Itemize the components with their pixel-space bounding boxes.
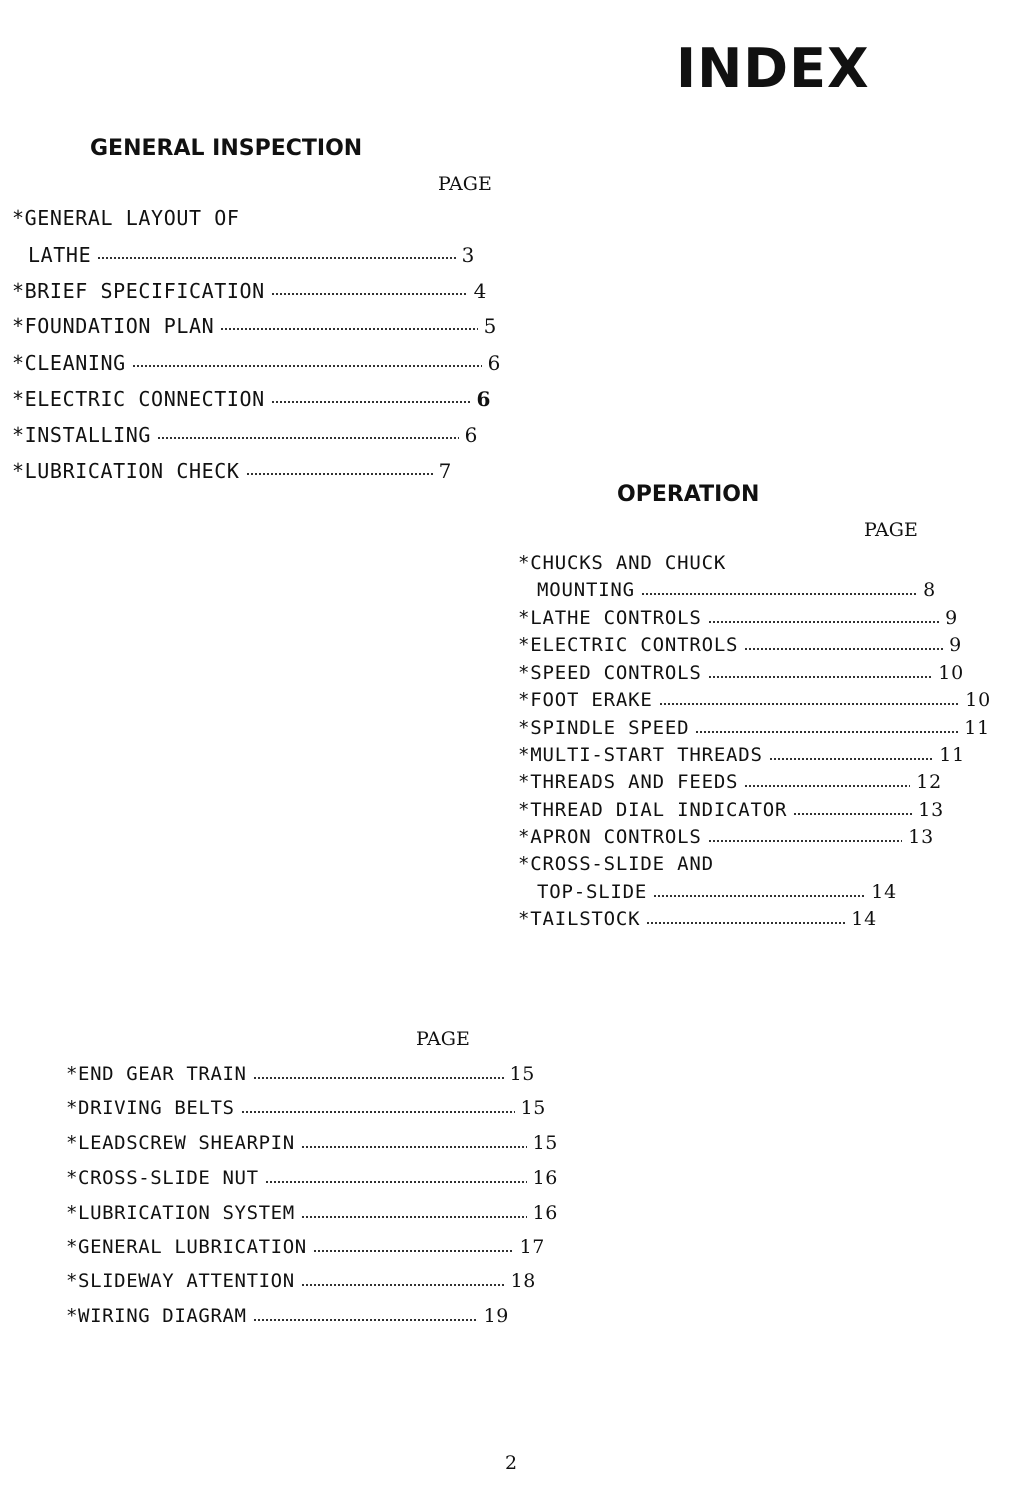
dot-leader	[653, 895, 865, 897]
toc-entry	[66, 1065, 535, 1084]
toc-entry-label: *SPINDLE SPEED	[518, 717, 690, 739]
general-inspection-page-label: PAGE	[438, 173, 492, 195]
toc-entry	[518, 910, 877, 929]
toc-entry-label: *CLEANING	[12, 351, 126, 375]
toc-entry	[518, 801, 944, 820]
toc-entry-chucks-line1: *CHUCKS AND CHUCK	[518, 552, 727, 574]
toc-entry-page: 18	[510, 1270, 536, 1292]
toc-entry-page: 7	[438, 459, 452, 483]
toc-entry	[12, 425, 478, 445]
toc-entry-label: *GENERAL LUBRICATION	[66, 1236, 307, 1258]
toc-entry-label: *FOUNDATION PLAN	[12, 314, 215, 338]
toc-entry-label: *DRIVING BELTS	[66, 1097, 235, 1119]
dot-leader	[271, 401, 471, 403]
dot-leader	[769, 758, 933, 760]
toc-entry-label: *THREADS AND FEEDS	[518, 771, 739, 793]
toc-entry-page: 11	[939, 744, 965, 766]
toc-entry	[518, 664, 964, 683]
toc-entry-label: *LUBRICATION CHECK	[12, 459, 240, 483]
toc-entry-page: 13	[918, 799, 944, 821]
toc-entry-page: 14	[871, 881, 897, 903]
toc-entry	[518, 636, 962, 655]
toc-entry	[518, 746, 965, 765]
toc-entry-label: MOUNTING	[537, 579, 635, 601]
toc-entry-page: 16	[532, 1167, 558, 1189]
toc-entry-label: *TAILSTOCK	[518, 908, 641, 930]
toc-entry-page: 6	[487, 351, 501, 375]
toc-entry	[518, 828, 934, 847]
toc-entry	[518, 609, 958, 628]
toc-entry-label: *WIRING DIAGRAM	[66, 1305, 247, 1327]
toc-entry-label: *FOOT ERAKE	[518, 689, 653, 711]
toc-entry	[12, 281, 487, 301]
toc-entry-page: 9	[945, 607, 958, 629]
dot-leader	[301, 1216, 527, 1218]
toc-entry-page: 6	[476, 387, 491, 411]
dot-leader	[271, 293, 468, 295]
toc-entry	[66, 1204, 558, 1223]
dot-leader	[301, 1146, 527, 1148]
dot-leader	[646, 922, 845, 924]
toc-entry-page: 14	[851, 908, 877, 930]
toc-entry-cross-slide-line1: *CROSS-SLIDE AND	[518, 853, 714, 875]
toc-entry-page: 5	[483, 314, 497, 338]
toc-entry-label: *END GEAR TRAIN	[66, 1063, 247, 1085]
toc-entry-label: *ELECTRIC CONTROLS	[518, 634, 739, 656]
toc-entry-page: 10	[965, 689, 991, 711]
toc-entry	[518, 691, 991, 710]
toc-entry-label: TOP-SLIDE	[537, 881, 648, 903]
toc-entry	[66, 1134, 558, 1153]
dot-leader	[695, 731, 958, 733]
toc-entry-label: LATHE	[28, 243, 92, 267]
toc-entry-label: *LEADSCREW SHEARPIN	[66, 1132, 295, 1154]
page-title: INDEX	[676, 37, 870, 100]
dot-leader	[708, 676, 933, 678]
page-number: 2	[505, 1452, 518, 1474]
dot-leader	[97, 257, 455, 259]
toc-entry-label: *LATHE CONTROLS	[518, 607, 702, 629]
toc-entry-page: 16	[532, 1202, 558, 1224]
dot-leader	[301, 1284, 505, 1286]
toc-entry	[66, 1272, 536, 1291]
toc-entry-page: 6	[464, 423, 478, 447]
toc-entry-label: *CROSS-SLIDE NUT	[66, 1167, 259, 1189]
toc-entry	[537, 581, 936, 600]
dot-leader	[265, 1181, 527, 1183]
toc-entry-page: 17	[519, 1236, 545, 1258]
dot-leader	[744, 785, 910, 787]
toc-entry-label: *INSTALLING	[12, 423, 152, 447]
toc-entry	[12, 316, 497, 336]
dot-leader	[246, 473, 433, 475]
dot-leader	[793, 813, 912, 815]
maintenance-page-label: PAGE	[416, 1028, 470, 1050]
toc-entry-page: 11	[964, 717, 990, 739]
dot-leader	[157, 437, 459, 439]
toc-entry	[66, 1169, 558, 1188]
toc-entry-page: 15	[532, 1132, 558, 1154]
dot-leader	[708, 840, 903, 842]
dot-leader	[220, 328, 477, 330]
toc-entry-label: *APRON CONTROLS	[518, 826, 702, 848]
toc-entry-general-layout-line1: *GENERAL LAYOUT OF	[12, 206, 240, 230]
toc-entry-page: 19	[483, 1305, 509, 1327]
toc-entry-label: *MULTI-START THREADS	[518, 744, 763, 766]
operation-heading: OPERATION	[617, 482, 760, 507]
toc-entry	[12, 353, 501, 373]
toc-entry	[518, 719, 990, 738]
toc-entry-page: 8	[923, 579, 936, 601]
toc-entry	[12, 389, 491, 409]
dot-leader	[253, 1077, 504, 1079]
dot-leader	[659, 703, 960, 705]
toc-entry-label: *SPEED CONTROLS	[518, 662, 702, 684]
dot-leader	[241, 1111, 515, 1113]
toc-entry	[12, 461, 452, 481]
toc-entry	[66, 1238, 545, 1257]
toc-entry	[537, 883, 897, 902]
dot-leader	[708, 621, 940, 623]
dot-leader	[132, 365, 482, 367]
toc-entry-page: 13	[908, 826, 934, 848]
dot-leader	[313, 1250, 514, 1252]
general-inspection-heading: GENERAL INSPECTION	[90, 136, 363, 161]
toc-entry-page: 9	[949, 634, 962, 656]
toc-entry	[66, 1099, 546, 1118]
toc-entry-page: 15	[509, 1063, 535, 1085]
toc-entry-page: 15	[520, 1097, 546, 1119]
toc-entry-label: *SLIDEWAY ATTENTION	[66, 1270, 295, 1292]
toc-entry	[518, 773, 942, 792]
dot-leader	[744, 648, 943, 650]
toc-entry	[66, 1307, 509, 1326]
toc-entry-label: *THREAD DIAL INDICATOR	[518, 799, 788, 821]
toc-entry-page: 3	[461, 243, 475, 267]
dot-leader	[641, 593, 917, 595]
toc-entry	[28, 245, 475, 265]
toc-entry-page: 4	[473, 279, 487, 303]
toc-entry-page: 10	[938, 662, 964, 684]
toc-entry-label: *ELECTRIC CONNECTION	[12, 387, 265, 411]
toc-entry-label: *LUBRICATION SYSTEM	[66, 1202, 295, 1224]
toc-entry-label: *BRIEF SPECIFICATION	[12, 279, 265, 303]
operation-page-label: PAGE	[864, 519, 918, 541]
dot-leader	[253, 1319, 478, 1321]
toc-entry-page: 12	[916, 771, 942, 793]
